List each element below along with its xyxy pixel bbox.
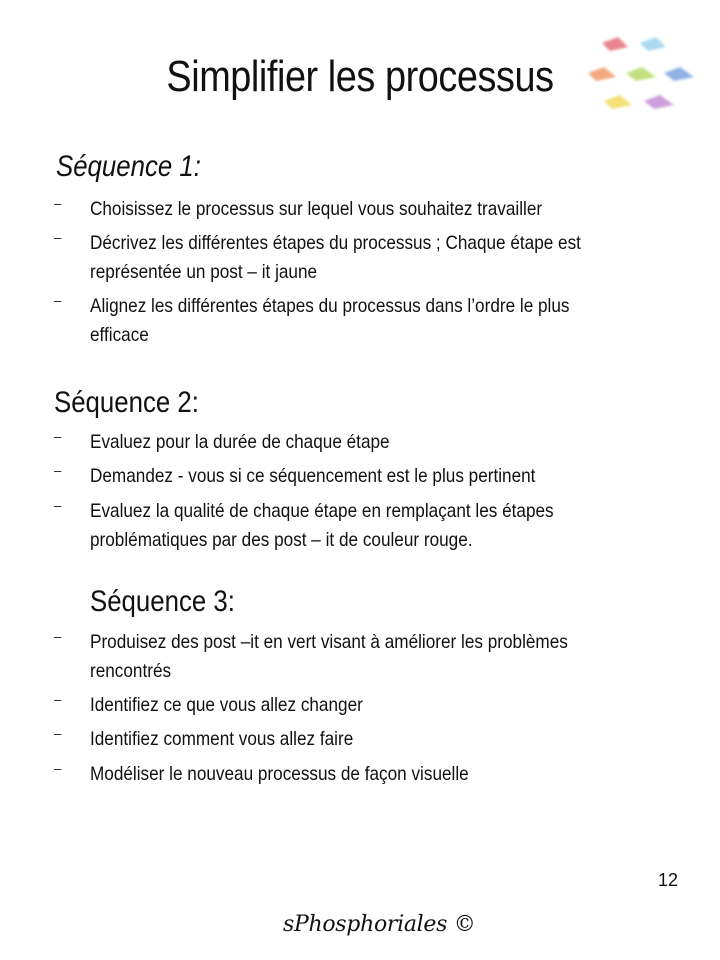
list-item: – Produisez des post –it en vert visant à améliorer les problèmes rencontrés <box>54 628 664 686</box>
dash-bullet-icon: – <box>54 463 62 478</box>
butterflies-icon <box>580 25 710 120</box>
dash-bullet-icon: – <box>54 692 62 707</box>
sequence-1-heading: Séquence 1: <box>56 150 201 183</box>
sequence-2-heading: Séquence 2: <box>54 386 199 419</box>
dash-bullet-icon: – <box>54 429 62 444</box>
page-number: 12 <box>658 870 679 890</box>
dash-bullet-icon: – <box>54 196 62 211</box>
list-item: – Evaluez la qualité de chaque étape en remplaçant les étapes problématiques par des post – it de couleur rouge. <box>54 497 664 555</box>
dash-bullet-icon: – <box>54 726 62 741</box>
dash-bullet-icon: – <box>54 498 62 513</box>
list-item: – Evaluez pour la durée de chaque étape <box>54 428 664 457</box>
dash-bullet-icon: – <box>54 230 62 245</box>
list-item: – Décrivez les différentes étapes du processus ; Chaque étape est représentée un post – it jaune <box>54 229 664 287</box>
dash-bullet-icon: – <box>54 761 62 776</box>
list-item: – Demandez - vous si ce séquencement est le plus pertinent <box>54 462 664 491</box>
footer-signature: sPhosphoriales © <box>283 912 476 937</box>
list-item: – Identifiez comment vous allez faire <box>54 725 664 754</box>
list-item: – Modéliser le nouveau processus de façon visuelle <box>54 760 664 789</box>
dash-bullet-icon: – <box>54 629 62 644</box>
dash-bullet-icon: – <box>54 293 62 308</box>
list-item: – Choisissez le processus sur lequel vous souhaitez travailler <box>54 195 664 224</box>
list-item: – Identifiez ce que vous allez changer <box>54 691 664 720</box>
sequence-3-heading: Séquence 3: <box>90 585 235 618</box>
page-title: Simplifier les processus <box>166 52 554 101</box>
list-item: – Alignez les différentes étapes du processus dans l’ordre le plus efficace <box>54 292 664 350</box>
